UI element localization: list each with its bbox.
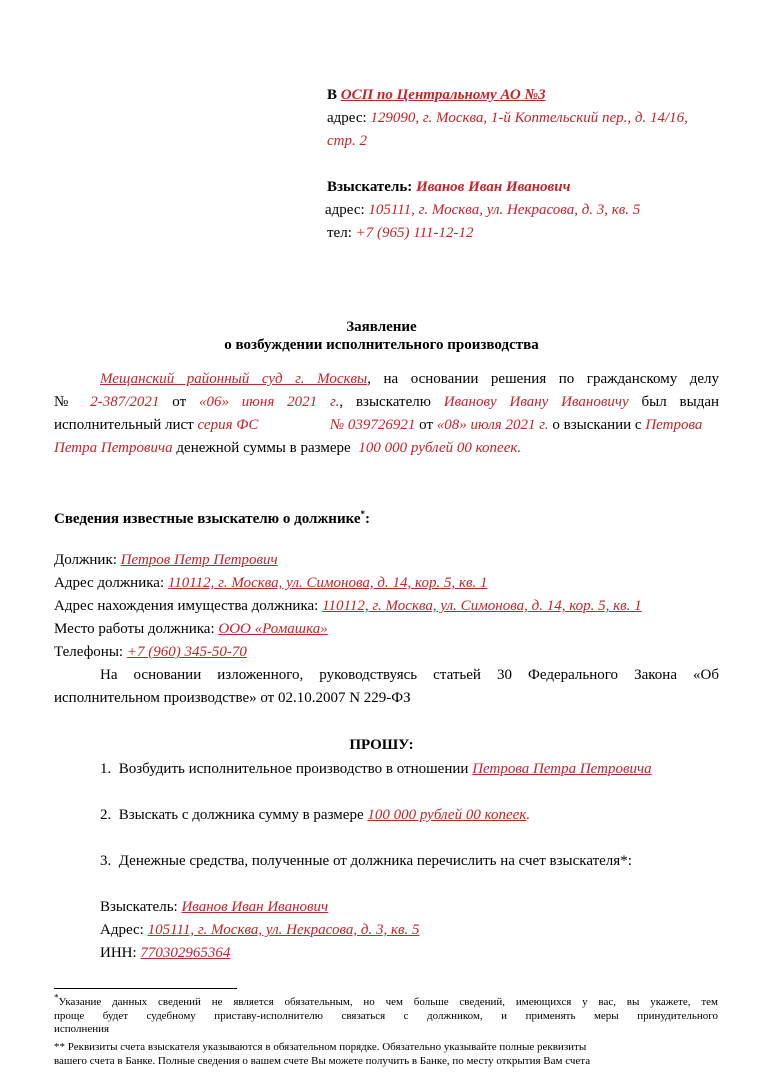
- debtor-phone-line: [54, 643, 247, 661]
- footnote-1-mark: *: [54, 992, 59, 1003]
- debtor-property-line: [54, 597, 642, 615]
- claimant-address-line: [325, 201, 640, 219]
- addressee-address-line1: [327, 109, 688, 127]
- amount-period: .: [517, 440, 522, 456]
- debtor-label: Должник:: [54, 552, 117, 568]
- inn-value: 770302965364: [140, 945, 231, 961]
- footnote-1-text: Указание данных сведений не является обязательным, но чем больше сведений, имеющихся у вас, вы укажете, тем: [58, 996, 718, 1008]
- item-number: 2.: [100, 807, 112, 823]
- property-label: Адрес нахождения имущества должника:: [54, 598, 319, 614]
- from-word: от: [172, 394, 187, 410]
- claimant-address: 105111, г. Москва, ул. Некрасова, д. 3, кв. 5: [368, 202, 641, 218]
- bank-claimant-label: Взыскатель:: [100, 899, 178, 915]
- claimant-address-label: адрес:: [325, 202, 365, 218]
- claimant-label: Взыскатель:: [327, 179, 413, 195]
- debtor-address: 110112, г. Москва, ул. Симонова, д. 14, кор. 5, кв. 1: [167, 575, 488, 591]
- footnote-2-line2: вашего счета в Банке. Полные сведения о вашем счете Вы можете получить в Банке, по месту открытия Вам счета: [54, 1055, 591, 1067]
- writ-series: серия ФС: [197, 417, 259, 433]
- basis-line1: На основании изложенного, руководствуясь статьей 30 Федерального Закона «Об: [100, 667, 719, 683]
- intro-line2: [54, 393, 719, 411]
- footnote-1-line2: проще будет судебному приставу-исполнителю связаться с должником, и применять меры принудительного: [54, 1010, 718, 1022]
- claimant-phone-line: [327, 224, 474, 242]
- intro-line1: [100, 370, 719, 388]
- claimant-header-line: [327, 178, 570, 196]
- item-text: Возбудить исполнительное производство в отношении: [118, 761, 469, 777]
- sum-text: денежной суммы в размере: [176, 440, 351, 456]
- debtor-genitive-2: Петра Петровича: [54, 440, 173, 456]
- item-text: Денежные средства, полученные от должника перечислить на счет взыскателя*:: [118, 853, 632, 869]
- property-address: 110112, г. Москва, ул. Симонова, д. 14, кор. 5, кв. 1: [322, 598, 642, 614]
- footnote-1-line1: [54, 992, 718, 1009]
- item1-value: Петрова Петра Петровича: [472, 761, 652, 777]
- debtor-name: Петров Петр Петрович: [120, 552, 278, 568]
- address-label: адрес:: [327, 110, 367, 126]
- intro-line3: [54, 416, 258, 434]
- footnote-mark: *: [360, 509, 366, 519]
- claimant-name: Иванов Иван Иванович: [416, 179, 571, 195]
- bailiff-address: 129090, г. Москва, 1-й Коптельский пер., д. 14/16,: [370, 110, 688, 126]
- footnote-2-line1: ** Реквизиты счета взыскателя указываются в обязательном порядке. Обязательно указывайте полные реквизиты: [54, 1041, 587, 1053]
- writ-date: «08» июля 2021 г.: [436, 417, 549, 433]
- debtor-heading-text: Сведения известные взыскателю о должнике: [54, 511, 361, 527]
- intro-line3-b: [330, 416, 702, 434]
- item2-value: 100 000 рублей 00 копеек: [367, 807, 527, 823]
- bank-inn-line: [100, 944, 230, 962]
- request-item-1: [100, 760, 652, 778]
- debtor-address-line: [54, 574, 487, 592]
- to-claimant-text: , взыскателю: [339, 394, 431, 410]
- debtor-phone: +7 (960) 345-50-70: [126, 644, 247, 660]
- item-number: 3.: [100, 853, 112, 869]
- bailiff-address-cont: стр. 2: [327, 133, 367, 149]
- item-number: 1.: [100, 761, 112, 777]
- writ-from-word: от: [419, 417, 434, 433]
- bailiff-office-name: ОСП по Центральному АО №3: [340, 87, 546, 103]
- bank-address-label: Адрес:: [100, 922, 144, 938]
- phones-label: Телефоны:: [54, 644, 124, 660]
- decision-date: «06» июня 2021 г.: [198, 394, 340, 410]
- debtor-address-label: Адрес должника:: [54, 575, 165, 591]
- item2-period: .: [526, 807, 531, 823]
- debtor-work-line: [54, 620, 328, 638]
- bank-address-line: [100, 921, 419, 939]
- heading-colon: :: [365, 511, 371, 527]
- claimant-phone-label: тел:: [327, 225, 352, 241]
- claim-amount: 100 000 рублей 00 копеек: [358, 440, 518, 456]
- inn-label: ИНН:: [100, 945, 137, 961]
- claimant-dative: Иванову Ивану Ивановичу: [443, 394, 629, 410]
- document-subtitle: о возбуждении исполнительного производства: [224, 337, 539, 353]
- bank-address: 105111, г. Москва, ул. Некрасова, д. 3, кв. 5: [147, 922, 420, 938]
- request-item-2: [100, 806, 530, 824]
- bank-claimant-line: [100, 898, 328, 916]
- court-name: Мещанский районный суд г. Москвы: [100, 371, 368, 387]
- document-title: Заявление: [346, 319, 417, 335]
- debtor-genitive-1: Петрова: [645, 417, 703, 433]
- debtor-name-line: [54, 551, 278, 569]
- writ-label: исполнительный лист: [54, 417, 194, 433]
- intro-line4: [54, 439, 521, 457]
- debtor-work: ООО «Ромашка»: [218, 621, 328, 637]
- request-item-3: [100, 852, 632, 870]
- to-prefix: В: [327, 87, 338, 103]
- debtor-section-heading: [54, 510, 370, 528]
- recovery-text: о взыскании с: [552, 417, 642, 433]
- writ-number: № 039726921: [330, 417, 416, 433]
- intro-text-1: , на основании решения по гражданскому делу: [367, 371, 719, 387]
- item-text: Взыскать с должника сумму в размере: [118, 807, 364, 823]
- basis-line2: исполнительном производстве» от 02.10.2007 N 229-ФЗ: [54, 690, 411, 706]
- addressee-line: [327, 86, 546, 104]
- was-issued-text: был выдан: [641, 394, 720, 410]
- addressee-address-line2: [327, 132, 367, 150]
- footnote-divider: [54, 988, 237, 989]
- footnote-1-line3: исполнения: [54, 1023, 110, 1035]
- number-sign: №: [54, 394, 78, 410]
- request-heading: ПРОШУ:: [349, 737, 414, 753]
- work-label: Место работы должника:: [54, 621, 215, 637]
- case-number: 2-387/2021: [90, 394, 160, 410]
- claimant-phone: +7 (965) 111-12-12: [355, 225, 474, 241]
- bank-claimant-name: Иванов Иван Иванович: [181, 899, 329, 915]
